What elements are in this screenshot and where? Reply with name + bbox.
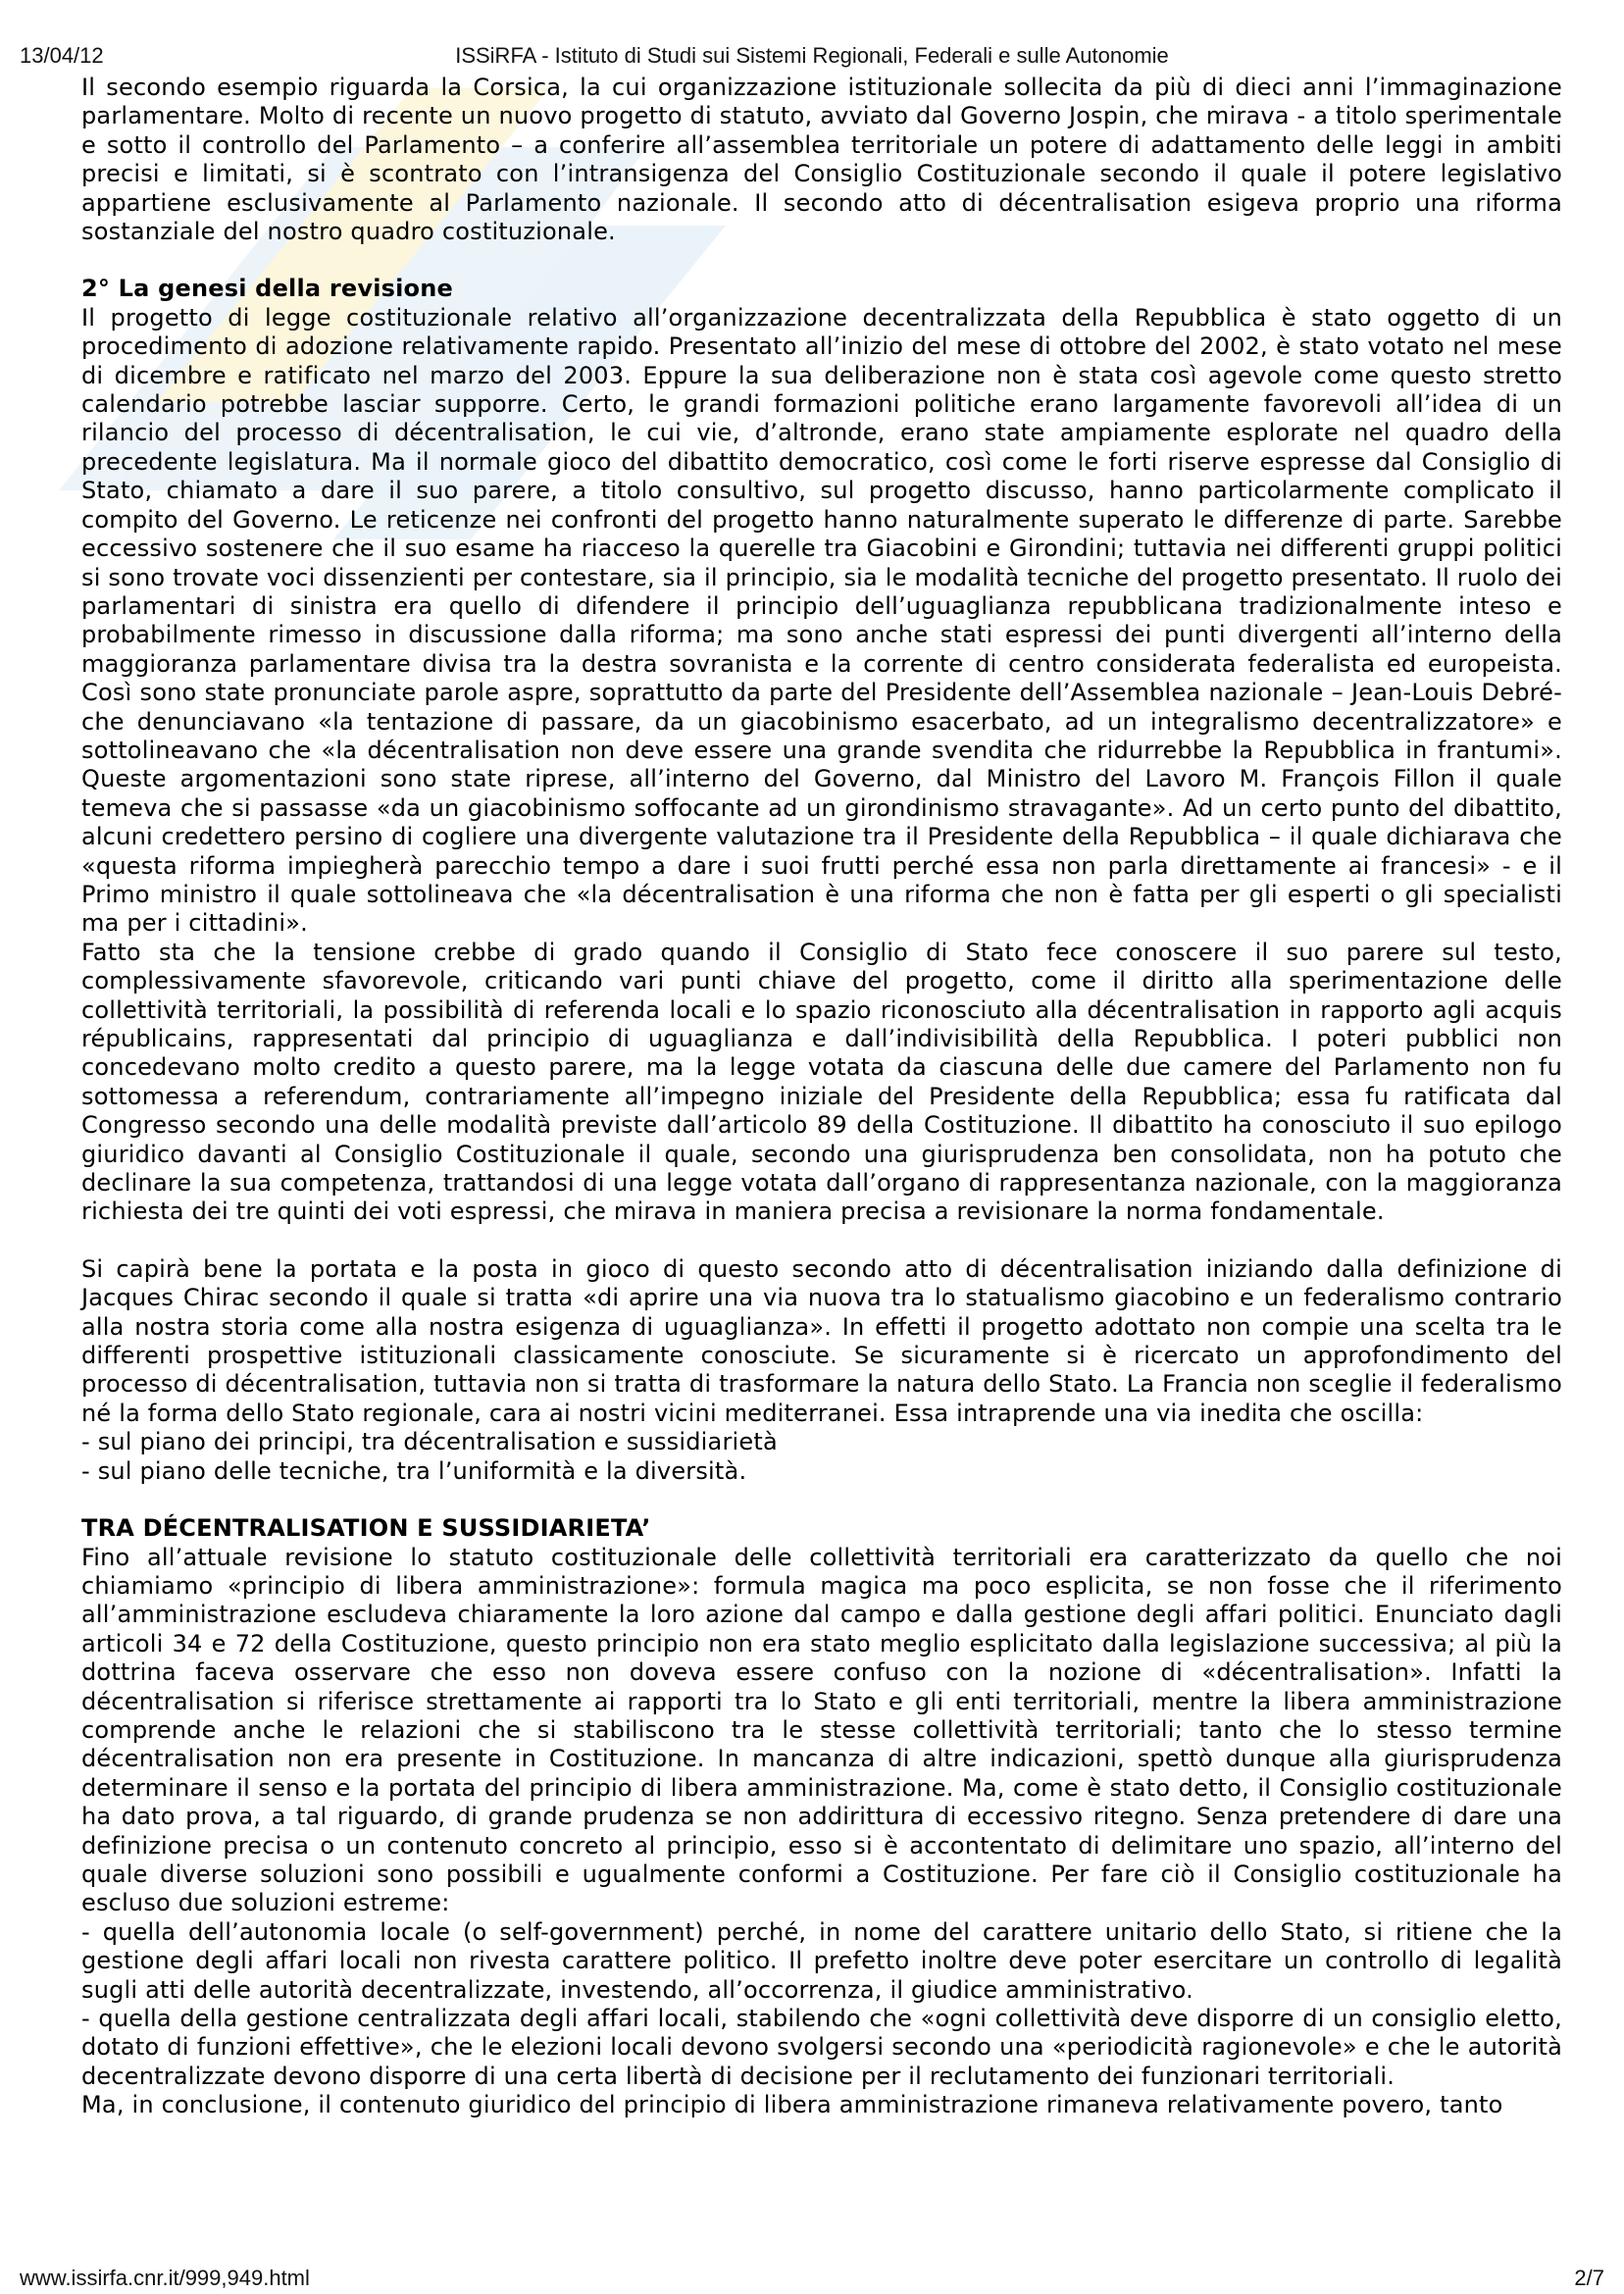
footer-page-number: 2/7: [1574, 2266, 1604, 2290]
list-item: - quella della gestione centralizzata degli affari locali, stabilendo che «ogni collettività deve disporre di un consiglio eletto, dotato di funzioni effettive», che le elezioni locali devono svolgersi secondo una «periodicità ragionevole» e che le autorità decentralizzate devono disporre di una certa libertà di decisione per il reclutamento dei funzionari territoriali.: [81, 2005, 1562, 2090]
list-item: - quella dell’autonomia locale (o self-government) perché, in nome del carattere unitario dello Stato, si ritiene che la gestione degli affari locali non rivesta carattere politico. Il prefetto inoltre deve poter esercitare un controllo di legalità sugli atti delle autorità decentralizzate, investendo, all’occorrenza, il giudice amministrativo.: [81, 1917, 1562, 2004]
paragraph: Il secondo esempio riguarda la Corsica, la cui organizzazione istituzionale sollecita da più di dieci anni l’immaginazione parlamentare. Molto di recente un nuovo progetto di statuto, avviato dal Governo Jospin, che mirava - a titolo sperimentale e sotto il controllo del Parlamento – a conferire all’assemblea territoriale un potere di adattamento delle leggi in ambiti precisi e limitati, si è scontrato con l’intransigenza del Consiglio Costituzionale secondo il quale il potere legislativo appartiene esclusivamente al Parlamento nazionale. Il secondo atto di décentralisation esigeva proprio una riforma sostanziale del nostro quadro costituzionale.: [81, 74, 1562, 246]
paragraph: Fino all’attuale revisione lo statuto costituzionale delle collettività territoriali era caratterizzato da quello che noi chiamiamo «principio di libera amministrazione»: formula magica ma poco esplicita, se non fosse che il riferimento all’amministrazione escludeva chiaramente la loro azione dal campo e dalla gestione degli affari politici. Enunciato dagli articoli 34 e 72 della Costituzione, questo principio non era stato meglio esplicitato dalla legislazione successiva; al più la dottrina faceva osservare che esso non doveva essere confuso con la nozione di «décentralisation». Infatti la décentralisation si riferisce strettamente ai rapporti tra lo Stato e gli enti territoriali, mentre la libera amministrazione comprende anche le relazioni che si stabiliscono tra le stesse collettività territoriali; tanto che lo stesso termine décentralisation non era presente in Costituzione. In mancanza di altre indicazioni, spettò dunque alla giurisprudenza determinare il senso e la portata del principio di libera amministrazione. Ma, come è stato detto, il Consiglio costituzionale ha dato prova, a tal riguardo, di grande prudenza se non addirittura di eccessivo ritegno. Senza pretendere di dare una definizione precisa o un contenuto concreto al principio, esso si è accontentato di delimitare uno spazio, all’interno del quale diverse soluzioni sono possibili e ugualmente conformi a Costituzione. Per fare ciò il Consiglio costituzionale ha escluso due soluzioni estreme:: [81, 1543, 1562, 1917]
section-heading: TRA DÉCENTRALISATION E SUSSIDIARIETA’: [81, 1514, 651, 1543]
header-date: 13/04/12: [20, 43, 104, 68]
paragraph: Ma, in conclusione, il contenuto giuridico del principio di libera amministrazione rimaneva relativamente povero, tanto: [81, 2091, 1503, 2119]
list-item: - sul piano delle tecniche, tra l’uniformità e la diversità.: [81, 1456, 747, 1485]
footer-url[interactable]: www.issirfa.cnr.it/999,949.html: [20, 2266, 310, 2290]
section-heading: 2° La genesi della revisione: [81, 275, 453, 303]
header-title: ISSiRFA - Istituto di Studi sui Sistemi Regionali, Federali e sulle Autonomie: [455, 43, 1169, 68]
paragraph: Il progetto di legge costituzionale relativo all’organizzazione decentralizzata della Repubblica è stato oggetto di un procedimento di adozione relativamente rapido. Presentato all’inizio del mese di ottobre del 2002, è stato votato nel mese di dicembre e ratificato nel marzo del 2003. Eppure la sua deliberazione non è stata così agevole come questo stretto calendario potrebbe lasciar supporre. Certo, le grandi formazioni politiche erano largamente favorevoli all’idea di un rilancio del processo di décentralisation, le cui vie, d’altronde, erano state ampiamente esplorate nel quadro della precedente legislatura. Ma il normale gioco del dibattito democratico, così come le forti riserve espresse dal Consiglio di Stato, chiamato a dare il suo parere, a titolo consultivo, sul progetto discusso, hanno particolarmente complicato il compito del Governo. Le reticenze nei confronti del progetto hanno naturalmente superato le differenze di parte. Sarebbe eccessivo sostenere che il suo esame ha riacceso la querelle tra Giacobini e Girondini; tuttavia nei differenti gruppi politici si sono trovate voci dissenzienti per contestare, sia il principio, sia le modalità tecniche del progetto presentato. Il ruolo dei parlamentari di sinistra era quello di difendere il principio dell’uguaglianza repubblicana tradizionalmente inteso e probabilmente rimesso in discussione dalla riforma; ma sono anche stati espressi dei punti divergenti all’interno della maggioranza parlamentare divisa tra la destra sovranista e la corrente di centro considerata federalista ed europeista. Così sono state pronunciate parole aspre, soprattutto da parte del Presidente dell’Assemblea nazionale – Jean-Louis Debré- che denunciavano «la tentazione di passare, da un giacobinismo esacerbato, ad un integralismo decentralizzatore» e sottolineavano che «la décentralisation non deve essere una grande svendita che ridurrebbe la Repubblica in frantumi». Queste argomentazioni sono state riprese, all’interno del Governo, dal Ministro del Lavoro M. François Fillon il quale temeva che si passasse «da un giacobinismo soffocante ad un girondinismo stravagante». Ad un certo punto del dibattito, alcuni credettero persino di cogliere una divergente valutazione tra il Presidente della Repubblica – il quale dichiarava che «questa riforma impiegherà parecchio tempo a dare i suoi frutti perché essa non parla direttamente ai francesi» - e il Primo ministro il quale sottolineava che «la décentralisation è una riforma che non è fatta per gli esperti o gli specialisti ma per i cittadini».: [81, 303, 1562, 938]
paragraph: Fatto sta che la tensione crebbe di grado quando il Consiglio di Stato fece conoscere il suo parere sul testo, complessivamente sfavorevole, criticando vari punti chiave del progetto, come il diritto alla sperimentazione delle collettività territoriali, la possibilità di referenda locali e lo spazio riconosciuto alla décentralisation in rapporto agli acquis républicains, rappresentati dal principio di uguaglianza e dall’indivisibilità della Repubblica. I poteri pubblici non concedevano molto credito a questo parere, ma la legge votata da ciascuna delle due camere del Parlamento non fu sottomessa a referendum, contrariamente all’impegno iniziale del Presidente della Repubblica; essa fu ratificata dal Congresso secondo una delle modalità previste dall’articolo 89 della Costituzione. Il dibattito ha conosciuto il suo epilogo giuridico davanti al Consiglio Costituzionale il quale, secondo una giurisprudenza ben consolidata, non ha potuto che declinare la sua competenza, trattandosi di una legge votata dall’organo di rappresentanza nazionale, con la maggioranza richiesta dei tre quinti dei voti espressi, che mirava in maniera precisa a revisionare la norma fondamentale.: [81, 938, 1562, 1226]
list-item: - sul piano dei principi, tra décentralisation e sussidiarietà: [81, 1428, 778, 1456]
paragraph: Si capirà bene la portata e la posta in gioco di questo secondo atto di décentralisation iniziando dalla definizione di Jacques Chirac secondo il quale si tratta «di aprire una via nuova tra lo statualismo giacobino e un federalismo contrario alla nostra storia come alla nostra esigenza di uguaglianza». In effetti il progetto adottato non compie una scelta tra le differenti prospettive istituzionali classicamente conosciute. Se sicuramente si è ricercato un approfondimento del processo di décentralisation, tuttavia non si tratta di trasformare la natura dello Stato. La Francia non sceglie il federalismo né la forma dello Stato regionale, cara ai nostri vicini mediterranei. Essa intraprende una via inedita che oscilla:: [81, 1254, 1562, 1427]
article-body: [81, 74, 1562, 2120]
